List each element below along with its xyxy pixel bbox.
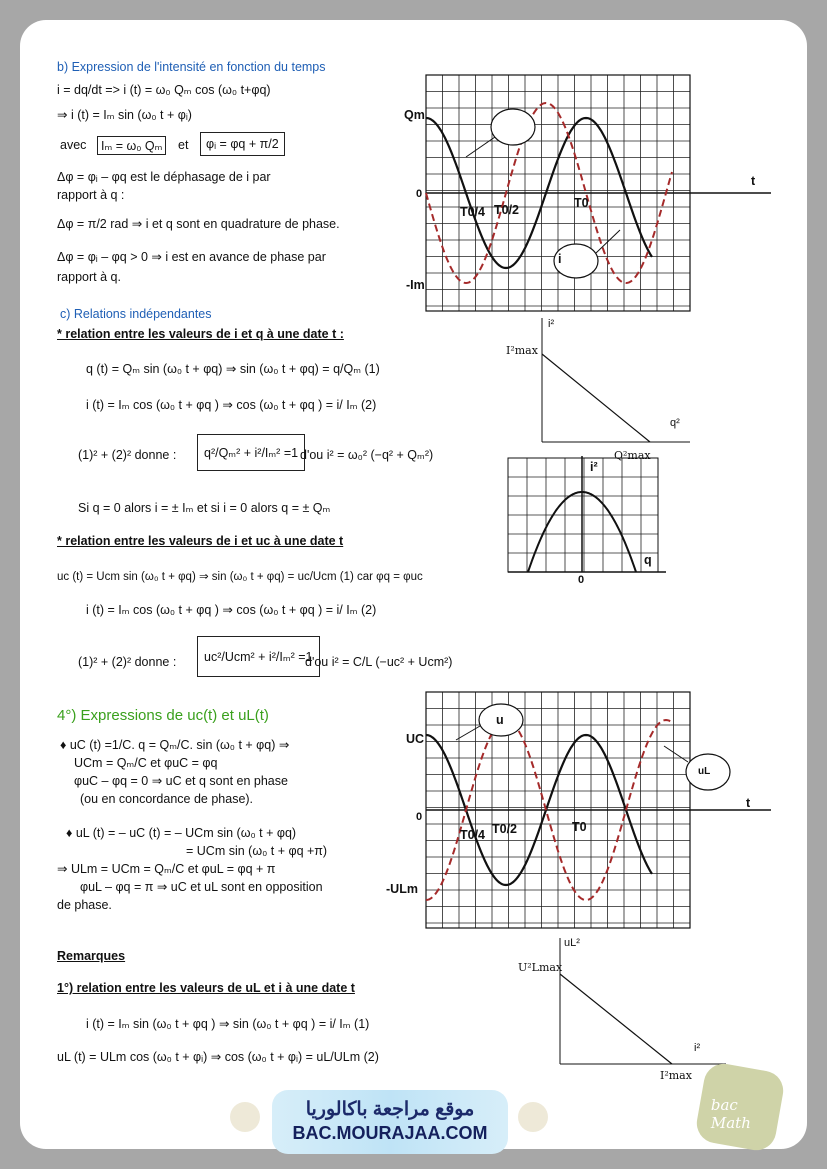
remarques-eq2: uL (t) = ULm cos (ω₀ t + φᵢ) ⇒ cos (ω₀ t + φᵢ) = uL/ULm (2) [57, 1050, 379, 1064]
graph-q-i [406, 75, 706, 311]
ul-line1: ♦ uL (t) = – uC (t) = – UCm sin (ω₀ t + φq) [66, 826, 297, 840]
g4-ulm: -ULm [386, 882, 418, 896]
g4-u-label: u [496, 713, 504, 727]
bac-math-logo [694, 1061, 787, 1154]
g3-ylabel: i² [590, 460, 598, 474]
ul-line3: ⇒ ULm = UCm = Qₘ/C et φuL = φq + π [57, 862, 276, 876]
g1-t0: T0 [574, 196, 589, 210]
sum-label-2: (1)² + (2)² donne : [78, 655, 177, 669]
section-c-title: c) Relations indépendantes [60, 307, 212, 321]
remarques-sub: 1°) relation entre les valeurs de uL et i à une date t [57, 981, 355, 995]
q-equation: q (t) = Qₘ sin (ω₀ t + φq) ⇒ sin (ω₀ t + φq) = q/Qₘ (1) [86, 362, 380, 376]
i-equation-2: i (t) = Iₘ cos (ω₀ t + φq ) ⇒ cos (ω₀ t + φq ) = i/ Iₘ (2) [86, 603, 377, 617]
section-c-sub1: * relation entre les valeurs de i et q à une date t : [57, 327, 344, 341]
g1-im: -Im [406, 278, 425, 292]
avec-label: avec [60, 138, 87, 152]
line-ul2-i2 [560, 974, 672, 1064]
footer-logo-right [518, 1102, 548, 1132]
box-phi: φᵢ = φq + π/2 [200, 132, 285, 156]
sum-box-1: q²/Qₘ² + i²/Iₘ² =1 [197, 434, 305, 471]
ul-line2: = UCm sin (ω₀ t + φq +π) [186, 844, 328, 858]
section-b-title: b) Expression de l'intensité en fonction du temps [57, 60, 326, 74]
avance-line1: Δφ = φᵢ – φq > 0 ⇒ i est en avance de phase par [57, 250, 326, 264]
eq-i-sin: ⇒ i (t) = Iₘ sin (ω₀ t + φᵢ) [57, 108, 192, 122]
g4-t4: T0/4 [460, 828, 486, 842]
g4-t0: T0 [572, 820, 587, 834]
page [20, 20, 807, 1149]
g1-qm: Qm [404, 108, 425, 122]
box-im: Iₘ = ω₀ Qₘ [97, 136, 166, 155]
sum-label-1: (1)² + (2)² donne : [78, 448, 177, 462]
uc-line2: UCm = Qₘ/C et φuC = φq [74, 756, 218, 770]
footer-logo-left [230, 1102, 260, 1132]
et-label: et [178, 138, 189, 152]
sum-box-2: uc²/Ucm² + i²/Iₘ² =1 [197, 636, 320, 677]
graph-ul2-i2 [558, 938, 728, 1088]
bac-math-text: bac Math [710, 1095, 751, 1132]
uc-equation: uc (t) = Ucm sin (ω₀ t + φq) ⇒ sin (ω₀ t + φq) = uc/Ucm (1) car φq = φuc [57, 571, 423, 583]
footer-banner[interactable] [272, 1090, 508, 1154]
section-4-title: 4°) Expressions de uc(t) et uL(t) [57, 707, 269, 724]
g5-xlabel: i² [694, 1042, 701, 1054]
uc-line4: (ou en concordance de phase). [80, 792, 254, 806]
g4-t: t [746, 796, 751, 810]
remarques-eq1: i (t) = Iₘ sin (ω₀ t + φq ) ⇒ sin (ω₀ t + φq ) = i/ Iₘ (1) [86, 1017, 370, 1031]
g1-zero: 0 [416, 188, 423, 200]
line-i2-q2 [542, 354, 650, 442]
g4-ul-label: uL [698, 766, 711, 777]
g5-xmax: I²max [660, 1069, 692, 1082]
footer-url[interactable]: BAC.MOURAJAA.COM [292, 1123, 488, 1143]
g3-xlabel: q [644, 553, 652, 567]
dou-1: d'ou i² = ω₀² (−q² + Qₘ²) [300, 448, 434, 462]
ul-line5: de phase. [57, 898, 112, 912]
quadrature-line: Δφ = π/2 rad ⇒ i et q sont en quadrature de phase. [57, 217, 340, 231]
dephasage-line1: Δφ = φᵢ – φq est le déphasage de i par [57, 170, 271, 184]
g5-ymax: U²Lmax [518, 961, 563, 974]
g4-uc: UC [406, 732, 425, 746]
ul-line4: φuL – φq = π ⇒ uC et uL sont en opposition [80, 880, 323, 894]
q-callout [491, 109, 535, 145]
uc-line1: ♦ uC (t) =1/C. q = Qₘ/C. sin (ω₀ t + φq) ⇒ [60, 738, 290, 752]
section-c-sub2: * relation entre les valeurs de i et uc à une date t [57, 534, 344, 548]
g3-zero: 0 [578, 574, 585, 586]
dephasage-line2: rapport à q : [57, 188, 125, 202]
g1-t: t [751, 174, 756, 188]
remarques-title: Remarques [57, 949, 126, 963]
g4-zero: 0 [416, 811, 423, 823]
dou-2: d'ou i² = C/L (−uc² + Ucm²) [305, 655, 453, 669]
g4-t2: T0/2 [492, 822, 518, 836]
footer-arabic: موقع مراجعة باكالوريا [305, 1099, 475, 1120]
g5-ylabel: uL² [564, 937, 580, 949]
eq-i-dq: i = dq/dt => i (t) = ω₀ Qₘ cos (ω₀ t+φq) [57, 83, 271, 97]
si-line: Si q = 0 alors i = ± Iₘ et si i = 0 alors q = ± Qₘ [78, 501, 331, 515]
uc-line3: φuC – φq = 0 ⇒ uC et q sont en phase [74, 774, 288, 788]
g1-t2: T0/2 [494, 203, 520, 217]
g2-ymax: I²max [506, 344, 538, 357]
g2-ylabel: i² [548, 318, 555, 330]
graph-uc-ul [406, 684, 736, 928]
avance-line2: rapport à q. [57, 270, 121, 284]
g1-i-label: i [558, 252, 562, 266]
i-equation: i (t) = Iₘ cos (ω₀ t + φq ) ⇒ cos (ω₀ t + φq ) = i/ Iₘ (2) [86, 398, 377, 412]
g1-t4: T0/4 [460, 205, 486, 219]
g2-xlabel: q² [670, 417, 680, 429]
g2-xmax: Q²max [614, 449, 651, 462]
graph-i2-q2 [540, 318, 710, 468]
